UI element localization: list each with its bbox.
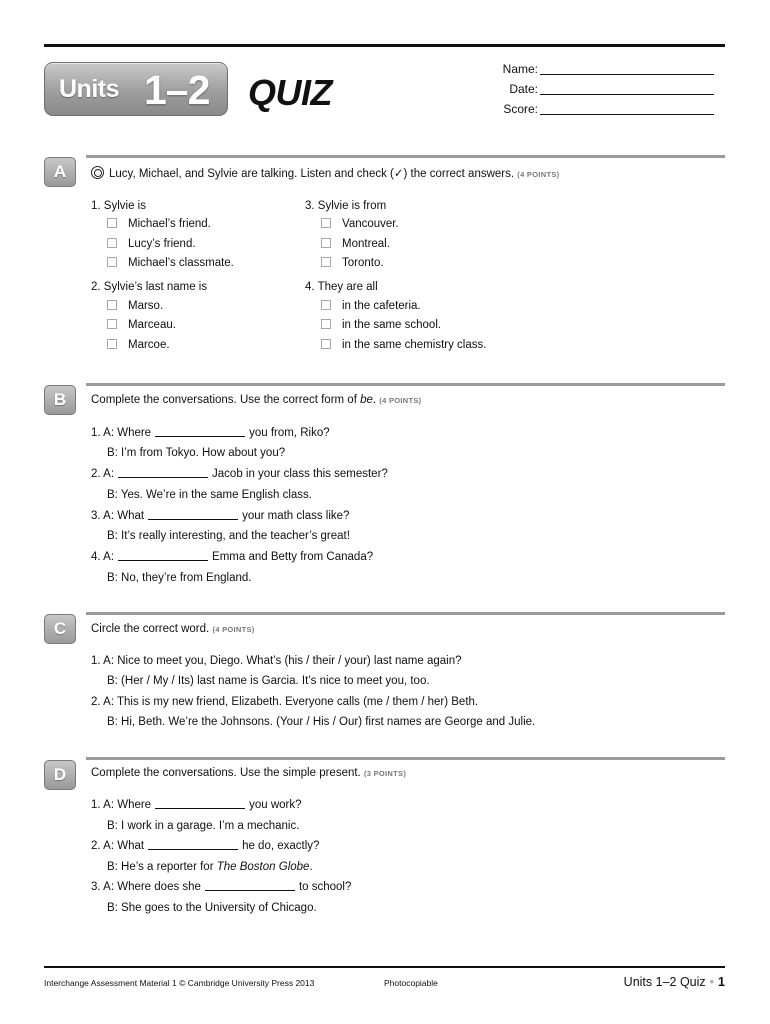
checkbox-a1-2[interactable] xyxy=(107,238,117,248)
quiz-title: QUIZ xyxy=(248,72,332,113)
b-line-8: B: No, they’re from England. xyxy=(107,572,252,584)
footer-page-label xyxy=(624,975,725,989)
d-line-5-pre: 3. A: Where does she xyxy=(91,881,201,893)
section-d-rule xyxy=(86,757,725,760)
d-line-3-pre: 2. A: What xyxy=(91,840,145,852)
b-line-3-post: Jacob in your class this semester? xyxy=(212,468,388,480)
question-a2: 2. Sylvie’s last name is xyxy=(91,281,208,293)
option-a2-3: Marcoe. xyxy=(128,339,170,351)
section-c-instruction xyxy=(91,623,255,635)
footer-credit: Interchange Assessment Material 1 © Cambridge University Press 2013 xyxy=(44,978,315,988)
units-range: 1–2 xyxy=(144,67,210,113)
b-line-3-pre: 2. A: xyxy=(91,468,115,480)
name-label: Name: xyxy=(502,62,538,76)
b-line-1-post: you from, Riko? xyxy=(249,427,330,439)
d-line-1-pre: 1. A: Where xyxy=(91,799,152,811)
checkbox-a3-1[interactable] xyxy=(321,218,331,228)
section-b-points: (4 POINTS) xyxy=(379,396,422,405)
b-line-7-post: Emma and Betty from Canada? xyxy=(212,551,374,563)
section-b-text-pre: Complete the conversations. Use the correct form of xyxy=(91,394,361,406)
section-b-badge: B xyxy=(44,385,76,415)
option-a1-3: Michael’s classmate. xyxy=(128,257,234,269)
b-line-1 xyxy=(91,427,330,439)
section-d-instruction xyxy=(91,767,406,779)
d-line-6: B: She goes to the University of Chicago. xyxy=(107,902,317,914)
score-label: Score: xyxy=(503,102,538,116)
d-line-3-post: he do, exactly? xyxy=(242,840,320,852)
b-line-5-post: your math class like? xyxy=(242,510,350,522)
top-rule xyxy=(44,44,725,47)
checkbox-a4-2[interactable] xyxy=(321,319,331,329)
checkbox-a2-1[interactable] xyxy=(107,300,117,310)
section-c-text: Circle the correct word. xyxy=(91,623,210,635)
footer-quiz-label: Units 1–2 Quiz xyxy=(623,975,706,989)
name-line[interactable] xyxy=(540,74,714,75)
page-number: 1 xyxy=(718,975,725,989)
checkbox-a1-3[interactable] xyxy=(107,257,117,267)
option-a1-1: Michael’s friend. xyxy=(128,218,211,230)
option-a4-2: in the same school. xyxy=(342,319,442,331)
date-line[interactable] xyxy=(540,94,714,95)
c-line-1: 1. A: Nice to meet you, Diego. What’s (his / their / your) last name again? xyxy=(91,655,462,667)
b-blank-4[interactable] xyxy=(118,551,208,561)
option-a4-1: in the cafeteria. xyxy=(342,300,421,312)
b-line-2: B: I’m from Tokyo. How about you? xyxy=(107,447,286,459)
c-line-3: 2. A: This is my new friend, Elizabeth. Everyone calls (me / them / her) Beth. xyxy=(91,696,479,708)
checkbox-a3-2[interactable] xyxy=(321,238,331,248)
checkbox-a1-1[interactable] xyxy=(107,218,117,228)
question-a3: 3. Sylvie is from xyxy=(305,200,387,212)
checkbox-a3-3[interactable] xyxy=(321,257,331,267)
checkbox-a4-1[interactable] xyxy=(321,300,331,310)
b-blank-2[interactable] xyxy=(118,468,208,478)
d-line-1 xyxy=(91,799,302,811)
section-a-points: (4 POINTS) xyxy=(517,170,560,179)
d-line-1-post: you work? xyxy=(249,799,302,811)
section-a-rule xyxy=(86,155,725,158)
d-line-2: B: I work in a garage. I’m a mechanic. xyxy=(107,820,300,832)
b-line-3 xyxy=(91,468,388,480)
section-c-badge: C xyxy=(44,614,76,644)
b-line-5-pre: 3. A: What xyxy=(91,510,145,522)
b-line-7-pre: 4. A: xyxy=(91,551,115,563)
d-line-4 xyxy=(107,861,313,873)
units-word: Units xyxy=(59,75,119,103)
footer-dot-icon: • xyxy=(709,975,715,989)
date-label: Date: xyxy=(509,82,538,96)
b-blank-1[interactable] xyxy=(155,427,245,437)
name-field[interactable] xyxy=(480,62,720,76)
checkbox-a4-3[interactable] xyxy=(321,339,331,349)
question-a1: 1. Sylvie is xyxy=(91,200,146,212)
question-a4: 4. They are all xyxy=(305,281,378,293)
audio-icon xyxy=(91,166,104,179)
section-d-badge: D xyxy=(44,760,76,790)
units-badge xyxy=(44,62,228,116)
b-line-7 xyxy=(91,551,373,563)
d-blank-1[interactable] xyxy=(155,799,245,809)
b-line-4: B: Yes. We’re in the same English class. xyxy=(107,489,312,501)
date-field[interactable] xyxy=(480,82,720,96)
option-a3-1: Vancouver. xyxy=(342,218,399,230)
section-d-text: Complete the conversations. Use the simple present. xyxy=(91,767,361,779)
checkbox-a2-3[interactable] xyxy=(107,339,117,349)
footer-rule xyxy=(44,966,725,968)
option-a2-1: Marso. xyxy=(128,300,164,312)
option-a3-3: Toronto. xyxy=(342,257,384,269)
d-line-4-tail: . xyxy=(309,861,313,873)
d-line-3 xyxy=(91,840,319,852)
section-d-points: (3 POINTS) xyxy=(363,769,407,778)
b-line-6: B: It’s really interesting, and the teacher’s great! xyxy=(107,530,350,542)
option-a2-2: Marceau. xyxy=(128,319,176,331)
b-line-5 xyxy=(91,510,349,522)
option-a1-2: Lucy’s friend. xyxy=(128,238,196,250)
section-b-text-em: be xyxy=(360,394,373,406)
section-a-instruction xyxy=(91,166,559,180)
b-blank-3[interactable] xyxy=(148,510,238,520)
d-blank-2[interactable] xyxy=(148,840,238,850)
d-line-4-em: The Boston Globe xyxy=(216,861,310,873)
section-b-text-post: . xyxy=(372,394,377,406)
section-a-text: Lucy, Michael, and Sylvie are talking. Listen and check (✓) the correct answers. xyxy=(109,168,515,180)
section-a-badge: A xyxy=(44,157,76,187)
section-b-rule xyxy=(86,383,725,386)
section-c-points: (4 POINTS) xyxy=(212,625,255,634)
b-line-1-pre: 1. A: Where xyxy=(91,427,152,439)
footer-photocopiable: Photocopiable xyxy=(384,978,438,988)
d-blank-3[interactable] xyxy=(205,881,295,891)
option-a3-2: Montreal. xyxy=(342,238,390,250)
checkbox-a2-2[interactable] xyxy=(107,319,117,329)
c-line-2: B: (Her / My / Its) last name is Garcia. It’s nice to meet you, too. xyxy=(107,675,430,687)
d-line-4-pre: B: He’s a reporter for xyxy=(107,861,217,873)
c-line-4: B: Hi, Beth. We’re the Johnsons. (Your / His / Our) first names are George and Julie. xyxy=(107,716,536,728)
option-a4-3: in the same chemistry class. xyxy=(342,339,487,351)
score-line[interactable] xyxy=(540,114,714,115)
score-field[interactable] xyxy=(480,102,720,116)
section-c-rule xyxy=(86,612,725,615)
d-line-5-post: to school? xyxy=(298,881,352,893)
section-b-instruction xyxy=(91,394,421,406)
d-line-5 xyxy=(91,881,351,893)
